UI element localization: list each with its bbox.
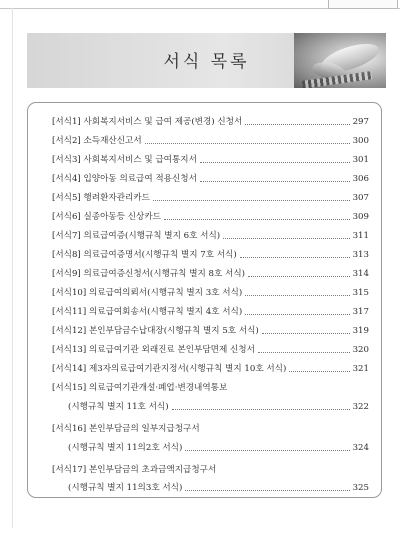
toc-entry-label: (시행규칙 별지 11호 서식) <box>68 402 169 412</box>
toc-entry[interactable] <box>52 265 369 279</box>
dot-leader <box>245 124 349 125</box>
toc-entry[interactable] <box>52 246 369 260</box>
toc-entry-label: [서식2] 소득재산신고서 <box>52 136 142 146</box>
form-list-box <box>27 102 382 498</box>
toc-entry-page: 300 <box>352 136 369 146</box>
toc-entry-label: [서식14] 제3자의료급여기관지정서(시행규칙 별지 10호 서식) <box>52 364 287 374</box>
dot-leader <box>145 143 350 144</box>
toc-entry-label: [서식3] 사회복지서비스 및 급여통지서 <box>52 155 197 165</box>
dot-leader <box>248 276 350 277</box>
toc-entry[interactable] <box>52 461 369 475</box>
toc-entry-label: [서식15] 의료급여기관개설·폐업·변경내역통보 <box>52 383 228 393</box>
left-margin-guide <box>12 8 13 528</box>
dot-leader <box>245 314 349 315</box>
dot-leader <box>200 162 350 163</box>
toc-entry-page: 325 <box>352 483 369 493</box>
toc-entry[interactable] <box>52 360 369 374</box>
dot-leader <box>223 238 349 239</box>
toc-entry-label: [서식10] 의료급여의뢰서(시행규칙 별지 3호 서식) <box>52 288 243 298</box>
dot-leader <box>200 181 350 182</box>
toc-entry[interactable] <box>52 341 369 355</box>
toc-entry-label: (시행규칙 별지 11의2호 서식) <box>68 443 183 453</box>
toc-entry[interactable] <box>52 379 369 393</box>
toc-entry-page: 322 <box>352 402 369 412</box>
toc-entry-continuation[interactable] <box>68 398 369 412</box>
toc-entry-label: [서식5] 행려환자관리카드 <box>52 193 150 203</box>
toc-entry-label: [서식12] 본인부담금수납대장(시행규칙 별지 5호 서식) <box>52 326 259 336</box>
toc-entry[interactable] <box>52 284 369 298</box>
toc-entry-label: [서식13] 의료급여기관 외래진료 본인부담면제 신청서 <box>52 345 255 355</box>
dot-leader <box>164 219 350 220</box>
toc-entry[interactable] <box>52 208 369 222</box>
toc-entry-page: 317 <box>352 307 369 317</box>
dot-leader <box>185 490 349 491</box>
page-title: 서식 목록 <box>163 52 250 72</box>
toc-entry-page: 301 <box>352 155 369 165</box>
toc-entry-label: [서식11] 의료급여회송서(시행규칙 별지 4호 서식) <box>52 307 243 317</box>
toc-entry-page: 307 <box>352 193 369 203</box>
toc-entry[interactable] <box>52 303 369 317</box>
toc-entry-label: [서식17] 본인부담금의 초과금액지급청구서 <box>52 465 217 475</box>
toc-entry-label: [서식7] 의료급여증(시행규칙 별지 6호 서식) <box>52 231 221 241</box>
toc-entry[interactable] <box>52 113 369 127</box>
toc-entry-page: 320 <box>352 345 369 355</box>
dot-leader <box>240 257 350 258</box>
toc-entry[interactable] <box>52 322 369 336</box>
toc-entry-label: [서식6] 실종아동등 신상카드 <box>52 212 161 222</box>
toc-entry-page: 311 <box>352 231 369 241</box>
dot-leader <box>258 352 350 353</box>
dot-leader <box>153 200 350 201</box>
title-banner <box>27 33 386 88</box>
toc-entry-label: [서식9] 의료급여증신청서(시행규칙 별지 8호 서식) <box>52 269 246 279</box>
toc-entry-label: (시행규칙 별지 11의3호 서식) <box>68 483 183 493</box>
toc-entry-page: 297 <box>352 117 369 127</box>
toc-entry-label: [서식1] 사회복지서비스 및 급여 제공(변경) 신청서 <box>52 117 243 127</box>
toc-entry-page: 319 <box>352 326 369 336</box>
toc-entry-page: 309 <box>352 212 369 222</box>
toc-entry[interactable] <box>52 227 369 241</box>
toc-entry-page: 324 <box>352 443 369 453</box>
dot-leader <box>262 333 350 334</box>
toc-entry-page: 314 <box>352 269 369 279</box>
toc-entry-label: [서식16] 본인부담금의 일부지급청구서 <box>52 424 200 434</box>
header-tab <box>328 0 398 9</box>
toc-entry-continuation[interactable] <box>68 479 369 493</box>
toc-entry-page: 313 <box>352 250 369 260</box>
toc-entry-page: 321 <box>352 364 369 374</box>
dot-leader <box>245 295 349 296</box>
toc-entry-continuation[interactable] <box>68 439 369 453</box>
toc-entry-page: 306 <box>352 174 369 184</box>
toc-entry[interactable] <box>52 170 369 184</box>
toc-entry[interactable] <box>52 420 369 434</box>
toc-entry[interactable] <box>52 151 369 165</box>
toc-entry-page: 315 <box>352 288 369 298</box>
dot-leader <box>185 450 349 451</box>
dot-leader <box>172 409 350 410</box>
toc-entry[interactable] <box>52 132 369 146</box>
toc-entry-label: [서식4] 입양아동 의료급여 적용신청서 <box>52 174 197 184</box>
toc-entry[interactable] <box>52 189 369 203</box>
toc-entry-label: [서식8] 의료급여증명서(시행규칙 별지 7호 서식) <box>52 250 237 260</box>
dot-leader <box>289 371 349 372</box>
